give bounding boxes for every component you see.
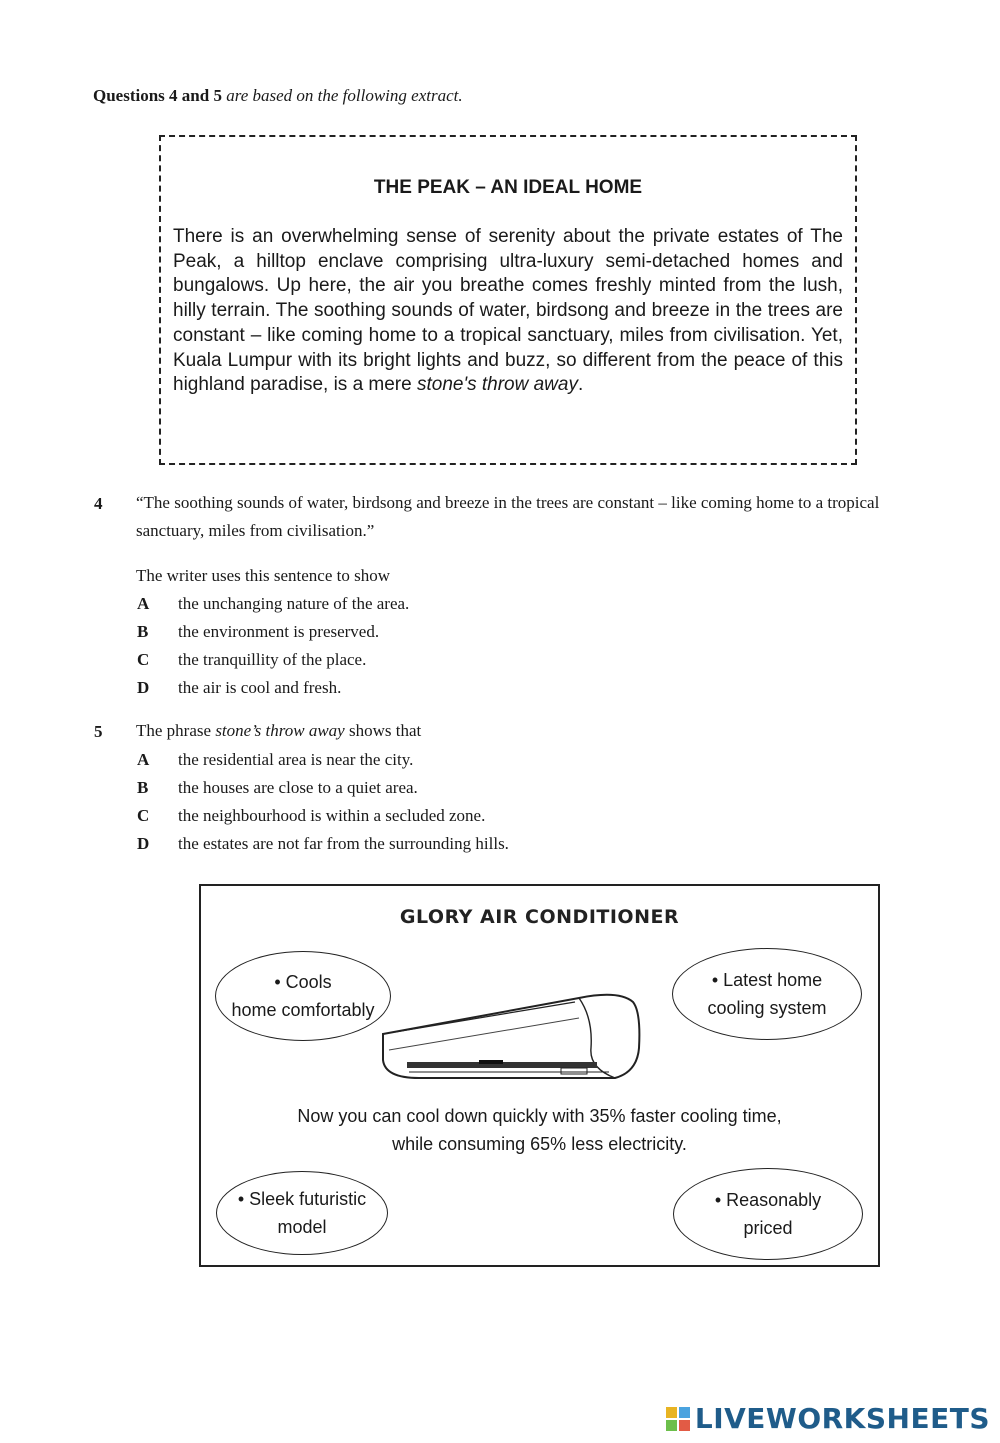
q5-option-text[interactable]: the neighbourhood is within a secluded zone. — [178, 806, 486, 825]
intro-bold: Questions 4 and 5 — [93, 86, 222, 105]
feature-oval-cools — [215, 951, 391, 1041]
feature-oval-sleek — [216, 1171, 388, 1255]
q5-stem-after: shows that — [348, 721, 422, 740]
q5-option-letter: A — [137, 750, 150, 769]
extract-body-italic: stone's throw away — [416, 374, 578, 396]
extract-body-text: There is an overwhelming sense of serenity about the private estates of The Peak, a hilltop enclave comprising ultra-luxury semi-detached homes and bungalows. Up here, the air you breathe comes freshly minted from the lush, hilly terrain. The soothing sounds of water, birdsong and breeze in the trees are constant – like coming home to a tropical sanctuary, miles from civilisation. Yet, Kuala Lumpur with its bright lights and buzz, so different from the peace of this highland paradise, is a mere — [173, 226, 843, 396]
feature-text: priced — [743, 1218, 793, 1238]
q5-option-text[interactable]: the residential area is near the city. — [178, 750, 414, 769]
q5-number: 5 — [94, 722, 103, 741]
feature-oval-priced — [673, 1168, 863, 1260]
feature-text: • Sleek futuristic — [237, 1189, 367, 1209]
air-conditioner-icon — [379, 988, 645, 1084]
q5-option-letter: B — [137, 778, 149, 797]
feature-text: • Reasonably — [714, 1190, 822, 1210]
extract-title: THE PEAK – AN IDEAL HOME — [373, 177, 643, 198]
q4-option-text[interactable]: the tranquillity of the place. — [178, 650, 367, 669]
q4-stem: The writer uses this sentence to show — [136, 566, 390, 585]
q4-quote: “The soothing sounds of water, birdsong and breeze in the trees are constant – like coming home to a tropical sanctuary, miles from civilisation.” — [136, 493, 880, 540]
q4-number: 4 — [94, 494, 103, 513]
watermark-text: LIVEWORKSHEETS — [694, 1402, 990, 1435]
ad-description — [201, 1102, 878, 1158]
feature-oval-latest — [672, 948, 862, 1040]
ad-description-line: Now you can cool down quickly with 35% faster cooling time, — [297, 1106, 782, 1126]
extract-box — [159, 135, 857, 465]
advertisement-box — [199, 884, 880, 1267]
ad-description-line: while consuming 65% less electricity. — [392, 1134, 687, 1154]
q4-option-letter: B — [137, 622, 149, 641]
q5-stem-italic: stone’s throw away — [215, 721, 345, 740]
intro-italic: are based on the following extract. — [226, 86, 463, 105]
q4-option-letter: D — [137, 678, 150, 697]
q4-option-text[interactable]: the environment is preserved. — [178, 622, 380, 641]
feature-text: • Latest home — [711, 970, 823, 990]
q5-option-letter: D — [137, 834, 150, 853]
q4-option-text[interactable]: the air is cool and fresh. — [178, 678, 342, 697]
q5-option-letter: C — [137, 806, 150, 825]
feature-text: cooling system — [707, 998, 827, 1018]
q5-stem-before: The phrase — [136, 721, 212, 740]
feature-text: • Cools — [274, 972, 332, 992]
q5-option-text[interactable]: the houses are close to a quiet area. — [178, 778, 418, 797]
q5-stem — [136, 717, 421, 745]
q5-option-text[interactable]: the estates are not far from the surrounding hills. — [178, 834, 509, 853]
extract-body — [173, 225, 843, 398]
intro-line — [93, 86, 463, 106]
liveworksheets-watermark — [665, 1402, 990, 1435]
feature-text: home comfortably — [231, 1000, 375, 1020]
extract-body-end: . — [577, 374, 584, 396]
q4-option-letter: A — [137, 594, 150, 613]
ad-title: GLORY AIR CONDITIONER — [399, 906, 680, 928]
liveworksheets-logo-icon — [665, 1405, 691, 1433]
q4-option-letter: C — [137, 650, 150, 669]
q4-option-text[interactable]: the unchanging nature of the area. — [178, 594, 410, 613]
feature-text: model — [277, 1217, 327, 1237]
